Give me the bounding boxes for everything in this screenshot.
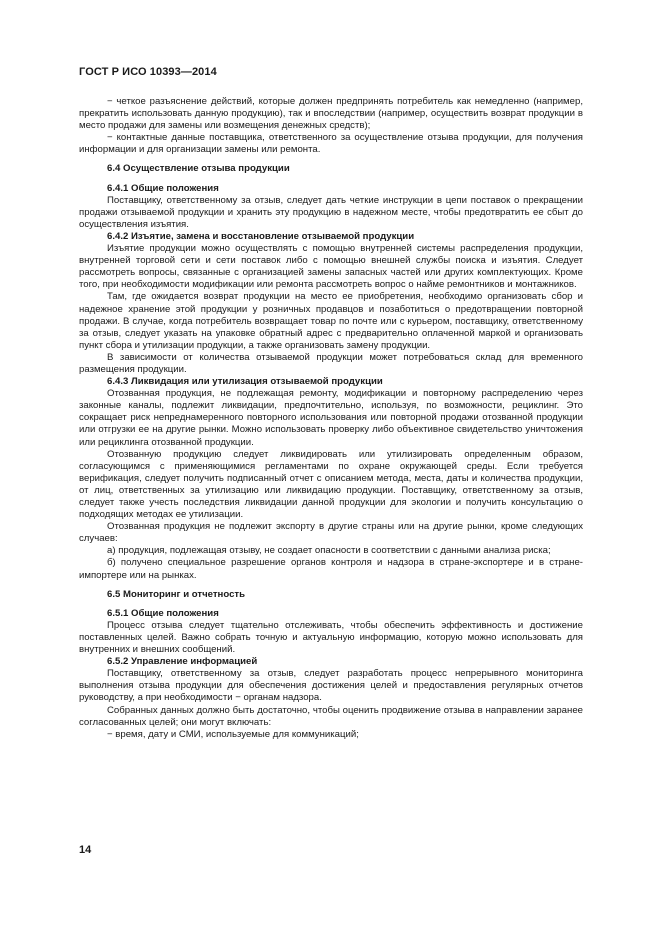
paragraph: Изъятие продукции можно осуществлять с помощью внутренней системы распределения продукции, внутренней торговой сети и сети поставок либо с помощью внешней службы поиска и изъятия. Следует рассмотреть вопросы, связанные с организацией замены запасных частей или других комплектующих. Кроме того, при необходимости модификации или ремонта рассмотреть вопрос о найме ремонтников и монтажников. <box>79 243 583 291</box>
paragraph: Отозванная продукция не подлежит экспорту в другие страны или на другие рынки, кроме следующих случаев: <box>79 521 583 545</box>
paragraph: Поставщику, ответственному за отзыв, следует разработать процесс непрерывного мониторинга выполнения отзыва продукции для обеспечения достижения целей и предоставления регулярных отчетов руководству, а при необходимости − органам надзора. <box>79 668 583 704</box>
page-number: 14 <box>79 844 92 856</box>
list-item: б) получено специальное разрешение органов контроля и надзора в стране-экспортере и в стране-импортере или на рынках. <box>79 557 583 581</box>
paragraph: Отозванную продукцию следует ликвидировать или утилизировать определенным образом, согласующимся с применяющимися регламентами по охране окружающей среды. Если требуется верификация, следует получить подписанный отчет с описанием метода, места, даты и количества продукции, от лиц, ответственных за утилизацию или ликвидацию продукции. Поставщику, ответственному за отзыв, следует также учесть последствия ликвидации данной продукции для экологии и получить консультацию о подходящих методах ее утилизации. <box>79 448 583 521</box>
subsection-heading-6-4-3: 6.4.3 Ликвидация или утилизация отзываемой продукции <box>107 376 383 388</box>
subsection-heading-6-5-1: 6.5.1 Общие положения <box>107 607 219 619</box>
subsection-heading-6-5-2: 6.5.2 Управление информацией <box>107 656 258 668</box>
list-item: а) продукция, подлежащая отзыву, не создает опасности в соответствии с данными анализа риска; <box>107 545 551 557</box>
paragraph: Процесс отзыва следует тщательно отслеживать, чтобы обеспечить эффективность и достижение поставленных целей. Важно собрать точную и актуальную информацию, которую можно использовать для внутренних и внешних сообщений. <box>79 619 583 656</box>
paragraph: − контактные данные поставщика, ответственного за осуществление отзыва продукции, для получения информации и для организации замены или ремонта. <box>79 132 583 156</box>
paragraph: Собранных данных должно быть достаточно, чтобы оценить продвижение отзыва в направлении заранее согласованных целей; они могут включать: <box>79 704 583 728</box>
paragraph: Поставщику, ответственному за отзыв, следует дать четкие инструкции в цепи поставок о прекращении продажи отзываемой продукции и хранить эту продукцию в надежном месте, чтобы предотвратить ее сбыт до осуществления изъятия. <box>79 194 583 230</box>
paragraph: В зависимости от количества отзываемой продукции может потребоваться склад для временного размещения продукции. <box>79 351 583 375</box>
subsection-heading-6-4-1: 6.4.1 Общие положения <box>107 182 219 194</box>
paragraph: Отозванная продукция, не подлежащая ремонту, модификации и повторному распределению через законные каналы, подлежит ликвидации, предпочтительно, используя, по возможности, рециклинг. Это сокращает риск непреднамеренного повторного использования или повторной продажи отозванной продукции или отгрузки ее на другие рынки. Можно использовать проверку либо объективное свидетельство уничтожения или рециклинга отозванной продукции. <box>79 388 583 448</box>
section-heading-6-5: 6.5 Мониторинг и отчетность <box>107 588 246 600</box>
subsection-heading-6-4-2: 6.4.2 Изъятие, замена и восстановление отзываемой продукции <box>107 230 415 242</box>
section-heading-6-4: 6.4 Осуществление отзыва продукции <box>107 163 290 175</box>
document-body <box>79 96 583 741</box>
paragraph: Там, где ожидается возврат продукции на место ее приобретения, необходимо организовать сбор и надежное хранение этой продукции у розничных продавцов и позаботиться о предотвращении повторной продажи. В случае, когда потребитель возвращает товар по почте или с курьером, поставщику, ответственному за отзыв, следует указать на упаковке обратный адрес с предварительно оплаченной маркой и организовать пункт сбора и утилизации продукции, а также организовать замену продукции. <box>79 291 583 351</box>
paragraph: − четкое разъяснение действий, которые должен предпринять потребитель как немедленно (например, прекратить использовать данную продукцию), так и впоследствии (например, осуществить возврат продукции в место продажи для замены или возмещения денежных средств); <box>79 96 583 132</box>
document-header: ГОСТ Р ИСО 10393—2014 <box>79 66 217 78</box>
list-item: − время, дату и СМИ, используемые для коммуникаций; <box>107 728 359 740</box>
